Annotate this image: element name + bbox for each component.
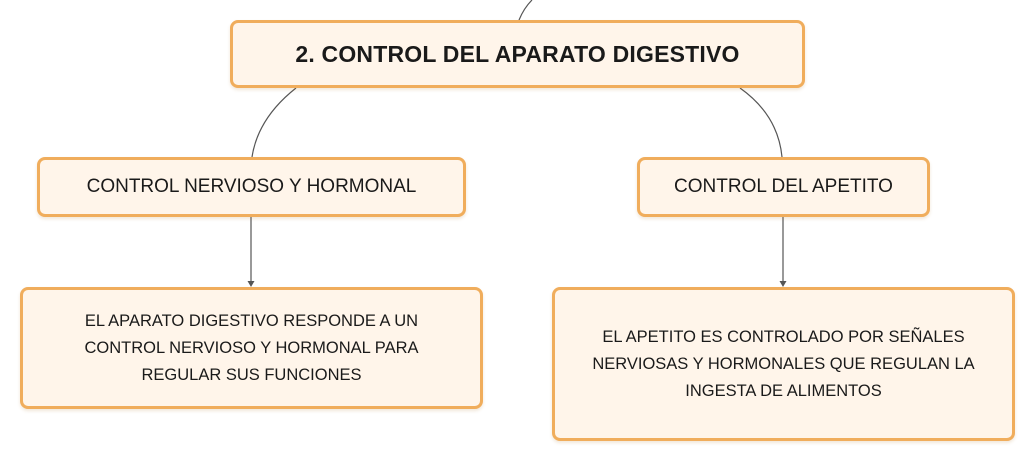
node-nervous-hormonal-detail-text: EL APARATO DIGESTIVO RESPONDE A UN CONTROL NERVIOSO Y HORMONAL PARA REGULAR SUS FUNCIONES <box>84 311 419 384</box>
node-nervous-hormonal-control-label: CONTROL NERVIOSO Y HORMONAL <box>86 176 417 197</box>
node-nervous-hormonal-detail[interactable] <box>20 287 483 409</box>
node-appetite-detail[interactable] <box>552 287 1015 441</box>
parent-connector <box>519 0 532 20</box>
root-node-label: 2. CONTROL DEL APARATO DIGESTIVO <box>295 40 740 67</box>
node-nervous-hormonal-control[interactable] <box>37 157 466 217</box>
connector-root-to-nervous-hormonal <box>252 88 296 157</box>
node-appetite-detail-text: EL APETITO ES CONTROLADO POR SEÑALES NERVIOSAS Y HORMONALES QUE REGULAN LA INGESTA DE ALIMENTOS <box>592 327 975 400</box>
node-appetite-control-label: CONTROL DEL APETITO <box>674 176 893 197</box>
root-node[interactable] <box>230 20 805 88</box>
connector-root-to-appetite <box>740 88 782 157</box>
node-appetite-control[interactable] <box>637 157 930 217</box>
